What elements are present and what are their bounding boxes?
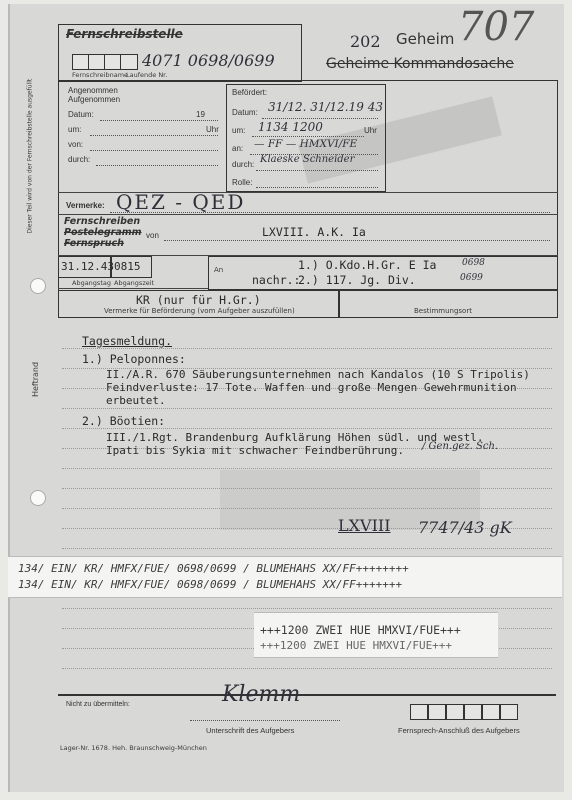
station-title: Fernschreibstelle [66, 27, 183, 41]
priority-note: Vermerke für Beförderung (vom Aufgeber auszufüllen) [104, 307, 295, 315]
sign-stamp: LXVIII [338, 516, 391, 535]
priority-value: KR (nur für H.Gr.) [136, 293, 261, 307]
side-note: Dieser Teil wird von der Fernschreibstelle ausgefüllt [26, 78, 34, 234]
top-right-scrawl: 707 [458, 4, 535, 50]
not-transmit-label: Nicht zu übermitteln: [66, 701, 130, 708]
signature-label: Unterschrift des Aufgebers [206, 726, 295, 735]
printer-imprint: Lager-Nr. 1678. Heh. Braunschweig-München [60, 744, 207, 752]
remarks-value: QEZ - QED [116, 190, 246, 214]
handwritten-number: 4071 0698/0699 [142, 51, 275, 70]
tape-strip-2 [254, 612, 498, 658]
tape-row-3: +++1200 ZWEI HUE HMXVI/FUE+++ [260, 623, 461, 637]
recipient-2: 2.) 117. Jg. Div. [298, 273, 416, 287]
secret-command-label: Geheime Kommandosache [326, 56, 514, 72]
tape-strip-1 [8, 556, 562, 598]
tape-row-2: 134/ EIN/ KR/ HMFX/FUE/ 0698/0699 / BLUMEHAHS XX/FF+++++++ [18, 578, 403, 591]
item2-line2: Ipati bis Sykia mit schwacher Feindberührung. [106, 444, 405, 457]
dispatch-date: 31.12.43 [61, 260, 114, 273]
sender: LXVIII. A.K. Ia [262, 225, 366, 239]
item1-line2: Feindverluste: 17 Tote. Waffen und große Mengen Gewehrmunition [106, 381, 517, 394]
remarks-label: Vermerke: [66, 201, 105, 210]
page-number: 202 [350, 32, 381, 51]
to-label: An [214, 266, 224, 274]
dispatch-time-label: Abgangszeit [114, 279, 155, 287]
label-laufende-nr: Laufende Nr. [126, 71, 168, 79]
phone-label: Fernsprech-Anschluß des Aufgebers [398, 726, 520, 735]
label-fernschreibname: Fernschreibname [72, 71, 129, 79]
tape-row-4: +++1200 ZWEI HUE HMXVI/FUE+++ [260, 639, 453, 652]
punch-hole-bottom [30, 490, 46, 506]
recipient-2-number: 0699 [460, 273, 483, 283]
punch-hole-top [30, 278, 46, 294]
item2-handwritten: / Gen.gez. Sch. [422, 441, 499, 452]
author-signature: Klemm [222, 682, 301, 707]
item1-title: 1.) Peloponnes: [82, 352, 186, 366]
recipient-1: 1.) O.Kdo.H.Gr. E Ia [298, 258, 437, 272]
item2-line1: III./1.Rgt. Brandenburg Aufklärung Höhen südl. und westl. [106, 431, 484, 444]
tape-row-1: 134/ EIN/ KR/ HMFX/FUE/ 0698/0699 / BLUMEHAHS XX/FF++++++++ [18, 562, 409, 575]
item1-line1: II./A.R. 670 Säuberungsunternehmen nach Kandalos (10 S Tripolis) [106, 368, 530, 381]
margin-mark: Heftrand [31, 361, 41, 398]
nachr-label: nachr.: [252, 273, 301, 287]
sign-number: 7747/43 gK [418, 518, 512, 537]
item2-title: 2.) Böotien: [82, 414, 166, 428]
item1-line3: erbeutet. [106, 394, 166, 407]
recipient-1-number: 0698 [462, 258, 485, 268]
dispatch-date-label: Abgangstag [72, 279, 111, 287]
dispatch-time: 0815 [114, 260, 141, 273]
destination-label: Bestimmungsort [414, 307, 472, 315]
secret-label: Geheim [396, 30, 455, 48]
body-heading: Tagesmeldung. [82, 334, 173, 348]
